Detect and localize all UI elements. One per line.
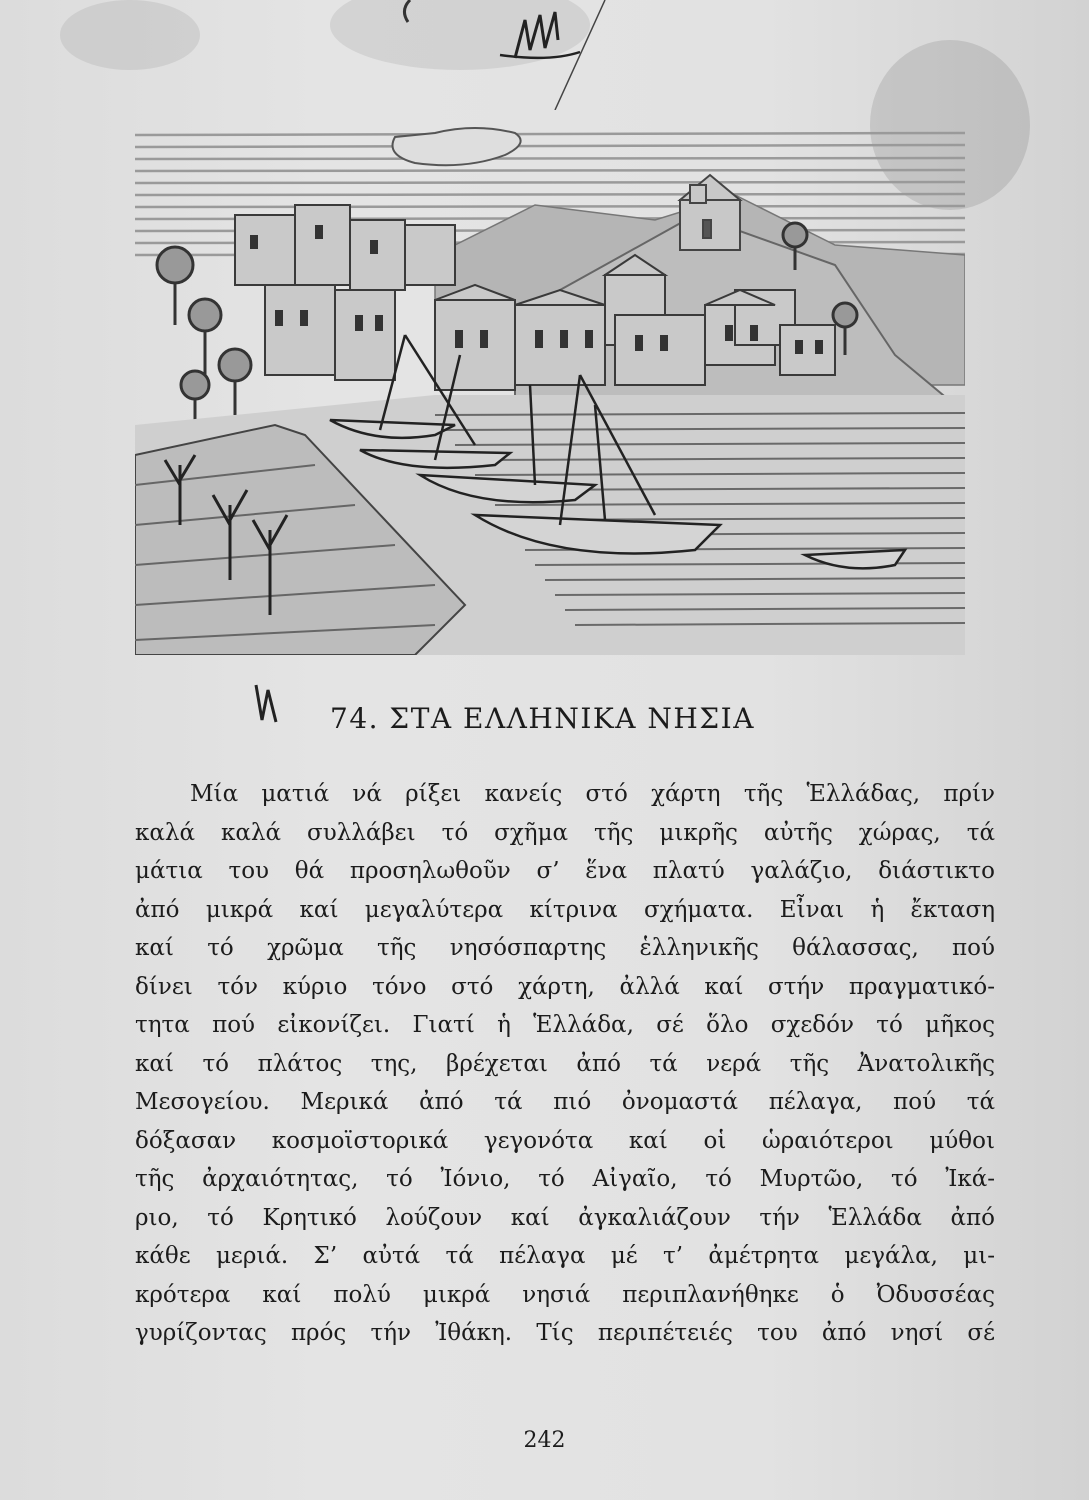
text-line: κάθε μεριά. Σ’ αὐτά τά πέλαγα μέ τ’ ἀμέτρητα μεγάλα, μι- (135, 1243, 995, 1269)
text-line: δίνει τόν κύριο τόνο στό χάρτη, ἀλλά καί στήν πραγματικό- (135, 973, 995, 1000)
text-line: ριο, τό Κρητικό λούζουν καί ἀγκαλιάζουν τήν Ἑλλάδα ἀπό (135, 1204, 995, 1231)
paper-stain (60, 0, 200, 70)
handwritten-margin-mark (250, 680, 290, 730)
text-line: τῆς ἀρχαιότητας, τό Ἰόνιο, τό Αἰγαῖο, τό Μυρτῶο, τό Ἰκά- (135, 1166, 995, 1192)
text-line: καλά καλά συλλάβει τό σχῆμα τῆς μικρῆς αὐτῆς χώρας, τά (135, 819, 995, 846)
text-line: τητα πού εἰκονίζει. Γιατί ἡ Ἑλλάδα, σέ ὅλο σχεδόν τό μῆκος (135, 1012, 995, 1038)
text-line: καί τό χρῶμα τῆς νησόσπαρτης ἑλληνικῆς θάλασσας, πού (135, 935, 995, 961)
page-number: 242 (523, 1428, 566, 1453)
text-line: Μία ματιά νά ρίξει κανείς στό χάρτη τῆς Ἑλλάδας, πρίν (190, 781, 995, 807)
text-line: ἀπό μικρά καί μεγαλύτερα κίτρινα σχήματα. Εἶναι ἡ ἔκταση (135, 896, 995, 923)
text-line: γυρίζοντας πρός τήν Ἰθάκη. Τίς περιπέτειές του ἀπό νησί σέ (135, 1320, 995, 1346)
harbor-illustration (135, 125, 965, 655)
chapter-heading (250, 680, 950, 740)
text-line: κρότερα καί πολύ μικρά νησιά περιπλανήθηκε ὁ Ὀδυσσέας (135, 1281, 995, 1308)
handwritten-signature (380, 0, 610, 110)
body-text (135, 775, 995, 1353)
text-line: Μεσογείου. Μερικά ἀπό τά πιό ὀνομαστά πέλαγα, πού τά (135, 1089, 995, 1115)
text-line: καί τό πλάτος της, βρέχεται ἀπό τά νερά τῆς Ἀνατολικῆς (135, 1050, 995, 1077)
text-line: μάτια του θά προσηλωθοῦν σ’ ἕνα πλατύ γαλάζιο, διάστικτο (135, 858, 995, 884)
church (680, 175, 740, 250)
text-line: δόξασαν κοσμοϊστορικά γεγονότα καί οἱ ὡραιότεροι μύθοι (135, 1127, 995, 1154)
chapter-title: 74. ΣΤΑ ΕΛΛΗΝΙΚΑ ΝΗΣΙΑ (330, 702, 755, 735)
